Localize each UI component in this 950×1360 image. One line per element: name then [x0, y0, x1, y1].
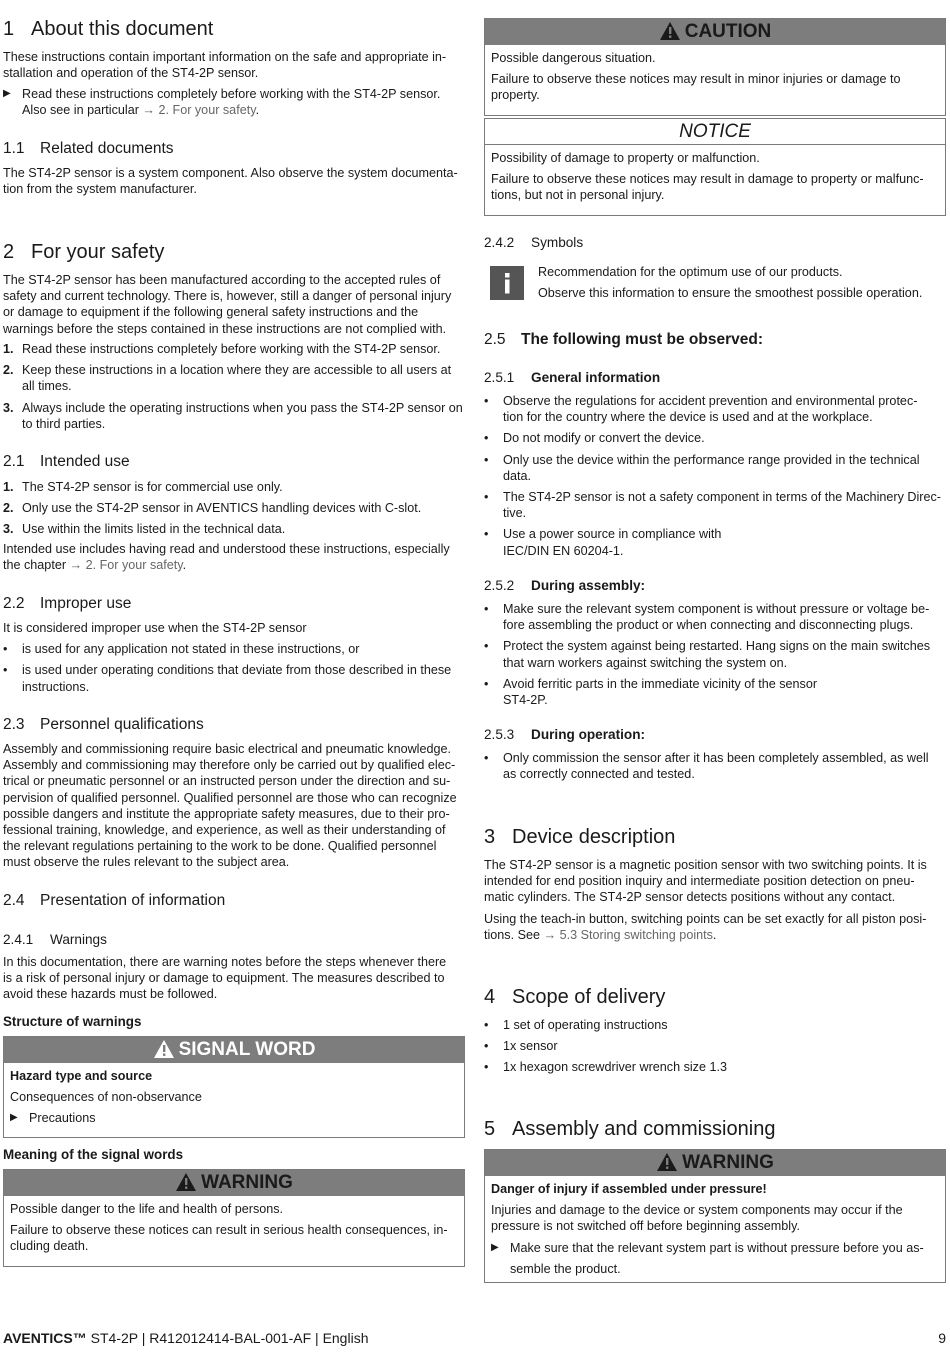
section-2-4-2-heading: 2.4.2 Symbols — [484, 235, 584, 250]
list-item: 1. Read these instructions completely before working with the ST4-2P sensor. — [3, 342, 441, 356]
list-item: 2. Only use the ST4-2P sensor in AVENTICS handling devices with C-slot. — [3, 501, 422, 516]
list-item: • Protect the system against being restarted. Hang signs on the main switches that warn workers against switching the system on. — [484, 639, 931, 670]
arrow-icon: → — [142, 103, 155, 118]
list-item: • 1 set of operating instructions — [484, 1018, 668, 1032]
list-item: 1. The ST4-2P sensor is for commercial use only. — [3, 480, 283, 494]
section-1-1-heading: 1.1 Related documents — [3, 140, 174, 157]
info-icon — [490, 266, 524, 300]
warning-header: WARNING — [485, 1150, 945, 1176]
warning-header: WARNING — [4, 1170, 464, 1196]
list-item: • Avoid ferritic parts in the immediate vicinity of the sensor ST4-2P. — [484, 676, 818, 708]
section-2 — [3, 240, 465, 264]
section-2-4-heading: 2.4 Presentation of information — [3, 892, 226, 909]
section-3-text: The ST4-2P sensor is a magnetic position sensor with two switching points. It is intended for end position inquiry and intermediate position detection on pneu- matic cylinders. The ST4-2P sensor detects positions without any contact. Using the teach-in button, switching points can be set exactly for all piston posi- tions. See → 5.3 Storing switching points. — [484, 858, 927, 942]
section-4 — [484, 985, 946, 1009]
section-1-heading: 1 About this document — [3, 18, 214, 40]
section-2-5-1-list — [484, 393, 946, 564]
arrow-icon: → — [69, 558, 83, 573]
page-number: 9 — [938, 1330, 946, 1346]
link-for-your-safety[interactable]: 2. For your safety — [155, 103, 256, 118]
section-2-3-text: Assembly and commissioning require basic electrical and pneumatic knowledge. Assembly and commissioning may therefore only be carried out by qualified elec- trical or pneumatic personnel or an instructed person under the direction and su- pervision of qualified personnel. Qualified personnel are those who can recognize possible dangers and institute the appropriate safety measures, due to their pro- fessional training, knowledge, and experience, as well as their understanding of the relevant regulations pertaining to the work to be done. Qualified personnel must observe the rules relevant to the subject area. — [3, 742, 457, 870]
list-item: • Make sure the relevant system component is without pressure or voltage be- fore assembling the product or when connecting and disconnecting plugs. — [484, 602, 930, 633]
symbols-info: Recommendation for the optimum use of our products. Observe this information to ensure the smoothest possible operation. — [484, 264, 946, 301]
section-2-4-1-heading: 2.4.1 Warnings — [3, 932, 107, 947]
warning-box-assembly: WARNING Danger of injury if assembled under pressure! Injuries and damage to the device or system components may occur if the pressure is not switched off before beginning assembly. ▶ Make sure that the relevant system part is without pressure before you as- semble the product. — [484, 1149, 946, 1283]
warning-triangle-icon — [659, 21, 681, 41]
warning-triangle-icon — [153, 1039, 175, 1059]
section-1 — [3, 17, 465, 41]
list-item: • 1x hexagon screwdriver wrench size 1.3 — [484, 1060, 727, 1075]
section-2-2 — [3, 594, 465, 614]
section-2-5-1 — [484, 369, 946, 387]
notice-header: NOTICE — [485, 119, 945, 145]
list-item: • Only commission the sensor after it has been completely assembled, as well as correctly connected and tested. — [484, 751, 929, 782]
document-id: ST4-2P | R412012414-BAL-001-AF | English — [86, 1330, 369, 1346]
section-1-intro: These instructions contain important information on the safe and appropriate in- stallation and operation of the ST4-2P sensor. — [3, 50, 447, 81]
warning-triangle-icon — [175, 1172, 197, 1192]
section-1-1 — [3, 139, 465, 159]
arrow-icon: → — [543, 927, 557, 942]
signal-word-header: SIGNAL WORD — [4, 1037, 464, 1063]
section-2-5-3 — [484, 726, 946, 744]
section-2-4 — [3, 891, 465, 911]
notice-box: NOTICE Possibility of damage to property or malfunction. Failure to observe these notices may result in damage to property or malfunc- tions, but not in personal injury. — [484, 118, 946, 216]
list-item: • Do not modify or convert the device. — [484, 431, 705, 446]
section-2-2-text: It is considered improper use when the ST4-2P sensor • is used for any application not stated in these instructions, or • is used under operating conditions that deviate from those described in these instructions. — [3, 620, 465, 700]
list-item: 3. Use within the limits listed in the technical data. — [3, 522, 286, 537]
warning-box-definition: WARNING Possible danger to the life and health of persons. Failure to observe these notices can result in serious health consequences, in- cluding death. — [3, 1169, 465, 1267]
triangle-icon: ▶ — [3, 88, 11, 99]
section-1-action — [3, 86, 465, 123]
list-item: • 1x sensor — [484, 1039, 558, 1054]
section-2-5-1-heading: 2.5.1 General information — [484, 370, 661, 385]
section-2-5-3-heading: 2.5.3 During operation: — [484, 727, 646, 742]
section-2-list — [3, 341, 465, 437]
signal-word-box: SIGNAL WORD Hazard type and source Consequences of non-observance ▶ Precautions — [3, 1036, 465, 1138]
section-2-5-2-list — [484, 601, 946, 713]
section-2-2-heading: 2.2 Improper use — [3, 595, 132, 612]
list-item: • Observe the regulations for accident prevention and environmental protec- tion for the country where the device is used and at the workplace. — [484, 394, 918, 425]
triangle-icon: ▶ — [491, 1241, 499, 1253]
section-2-1 — [3, 452, 465, 472]
section-2-5-3-list — [484, 750, 946, 787]
section-2-4-1-text: In this documentation, there are warning notes before the steps whenever there is a risk of personal injury or damage to equipment. The measures described to avoid these hazards must be followed. — [3, 955, 447, 1002]
section-4-list — [484, 1017, 946, 1081]
section-1-1-text: The ST4-2P sensor is a system component. Also observe the system documenta- tion from the system manufacturer. — [3, 166, 458, 197]
caution-header: CAUTION — [485, 19, 945, 45]
section-2-4-2 — [484, 234, 946, 252]
list-item: • Only use the device within the performance range provided in the technical data. — [484, 452, 920, 483]
meaning-title: Meaning of the signal words — [3, 1147, 184, 1162]
section-2-5-2-heading: 2.5.2 During assembly: — [484, 578, 646, 593]
section-2-5-heading: 2.5 The following must be observed: — [484, 331, 763, 348]
link-for-your-safety[interactable]: 2. For your safety — [82, 558, 183, 573]
section-3-heading: 3 Device description — [484, 826, 676, 848]
section-5-heading: 5 Assembly and commissioning — [484, 1118, 776, 1140]
section-2-5 — [484, 330, 946, 350]
list-item: • Use a power source in compliance with IEC/DIN EN 60204-1. — [484, 527, 722, 558]
section-2-1-text: Intended use includes having read and understood these instructions, especially the chapter → 2. For your safety. — [3, 542, 450, 573]
section-2-intro: The ST4-2P sensor has been manufactured according to the accepted rules of safety and current technology. There is, however, still a danger of personal injury or damage to equipment if the following general safety instructions and the warnings before the steps contained in these instructions are not complied with. — [3, 273, 452, 336]
list-item: • is used under operating conditions that deviate from those described in these instructions. — [3, 663, 452, 694]
page-footer — [3, 1328, 946, 1348]
section-2-4-1 — [3, 931, 465, 949]
section-2-3 — [3, 715, 465, 735]
section-2-1-heading: 2.1 Intended use — [3, 453, 130, 470]
brand-name: AVENTICS™ — [3, 1330, 87, 1346]
section-2-heading: 2 For your safety — [3, 241, 165, 263]
section-4-heading: 4 Scope of delivery — [484, 986, 666, 1008]
triangle-icon: ▶ — [10, 1112, 18, 1124]
list-item: 2. Keep these instructions in a location where they are accessible to all users at all times. — [3, 363, 452, 394]
action-item: ▶ Read these instructions completely before working with the ST4-2P sensor. Also see in particular → 2. For your safety. — [3, 87, 441, 118]
list-item: • is used for any application not stated in these instructions, or — [3, 642, 360, 657]
link-storing-switching-points[interactable]: 5.3 Storing switching points — [556, 927, 713, 942]
list-item: • The ST4-2P sensor is not a safety component in terms of the Machinery Direc- tive. — [484, 490, 941, 521]
section-2-1-list — [3, 479, 465, 543]
section-2-5-2 — [484, 577, 946, 595]
structure-title: Structure of warnings — [3, 1014, 142, 1029]
section-2-3-heading: 2.3 Personnel qualifications — [3, 716, 204, 733]
list-item: 3. Always include the operating instructions when you pass the ST4-2P sensor on to third parties. — [3, 400, 463, 431]
section-3 — [484, 825, 946, 849]
section-5 — [484, 1117, 946, 1141]
caution-box: CAUTION Possible dangerous situation. Failure to observe these notices may result in minor injuries or damage to property. — [484, 18, 946, 116]
warning-triangle-icon — [656, 1152, 678, 1172]
